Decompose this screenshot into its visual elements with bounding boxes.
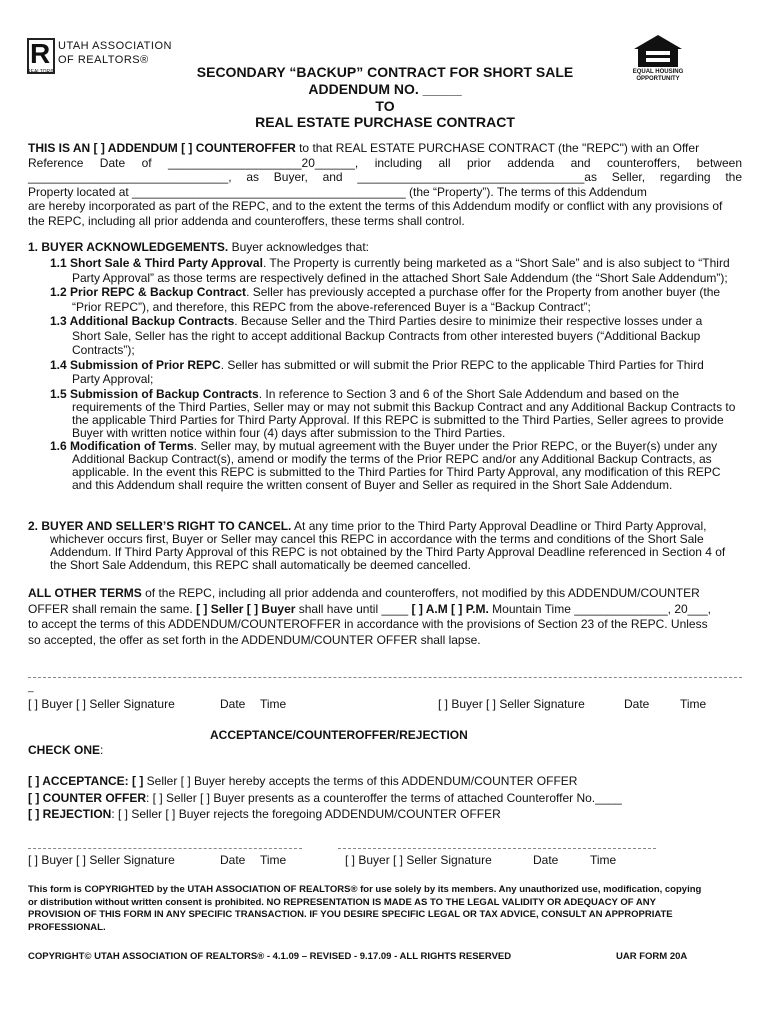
item-1-5-title: 1.5 Submission of Backup Contracts: [50, 386, 259, 401]
item-1-3-title: 1.3 Additional Backup Contracts: [50, 314, 235, 328]
seller-buyer-checkboxes[interactable]: [ ] Seller [ ] Buyer: [196, 601, 296, 616]
other-terms-paragraph: [28, 586, 742, 648]
signature-line-left[interactable]: [28, 848, 302, 849]
item-1-4-text2: Party Approval;: [72, 372, 154, 386]
intro-addendum-checkboxes[interactable]: THIS IS AN [ ] ADDENDUM [ ] COUNTEROFFER: [28, 141, 296, 155]
section-2-title: 2. BUYER AND SELLER’S RIGHT TO CANCEL.: [28, 519, 292, 533]
item-1-6-text2: Additional Backup Contract(s), amend or modify the terms of the Prior REPC and/or any Additional Backup Contracts, as: [72, 452, 712, 466]
section-2-text1: At any time prior to the Third Party Approval Deadline or Third Party Approval,: [291, 519, 707, 533]
section-2: [28, 520, 742, 572]
item-1-5-text: . In reference to Section 3 and 6 of the Short Sale Addendum and based on the: [258, 386, 680, 401]
logo-text-line1: UTAH ASSOCIATION: [58, 40, 172, 52]
item-1-1-text: . The Property is currently being marketed as a “Short Sale” and is also subject to “Third: [262, 256, 730, 270]
sig2-date: Date: [220, 853, 246, 867]
sig2-time2: Time: [590, 853, 617, 867]
logo-registered-mark: REALTOR®: [27, 69, 54, 75]
section-1-title: 1. BUYER ACKNOWLEDGEMENTS.: [28, 240, 229, 254]
counteroffer-option[interactable]: [28, 791, 622, 805]
section-2-text3: Addendum. If Third Party Approval of this REPC is not obtained by the Third Party Approval Deadline referenced in Section 4 of: [50, 545, 726, 559]
signature-line-right[interactable]: [338, 848, 656, 849]
title-line1: SECONDARY “BACKUP” CONTRACT FOR SHORT SALE: [196, 64, 574, 80]
item-1-6-text4: and this Addendum shall require the written consent of Buyer and Seller as required in the Short Sale Addendum.: [72, 478, 673, 492]
other-terms-bold: ALL OTHER TERMS: [28, 586, 142, 600]
other-terms-text1: of the REPC, including all prior addenda and counteroffers, not modified by this ADDENDUM/COUNTER: [141, 586, 700, 600]
item-1-2-text2: “Prior REPC”), and therefore, this REPC from the above-referenced Buyer is a “Backup Contract”;: [72, 299, 591, 314]
intro-line5: are hereby incorporated as part of the REPC, and to the extent the terms of this Addendum modify or conflict with any provisions of: [28, 199, 723, 213]
section-2-text2: whichever occurs first, Buyer or Seller may cancel this REPC in accordance with the terms and conditions of the Short Sale: [50, 532, 704, 546]
item-1-4-text: . Seller has submitted or will submit the Prior REPC to the applicable Third Parties for Third: [220, 357, 704, 372]
intro-text: to that REAL ESTATE PURCHASE CONTRACT (the "REPC") with an Offer: [295, 141, 700, 155]
am-pm-checkboxes[interactable]: [ ] A.M [ ] P.M.: [411, 601, 489, 616]
eho-line1: EQUAL HOUSING: [632, 69, 684, 75]
item-1-6-text3: applicable. In the event this REPC is submitted to the Third Parties for Third Party Approval, any modification of this REPC: [72, 465, 721, 479]
copyright-footer: COPYRIGHT© UTAH ASSOCIATION OF REALTORS® - 4.1.09 – REVISED - 9.17.09 - ALL RIGHTS RESERVED: [28, 951, 512, 962]
copyright-line1: This form is COPYRIGHTED by the UTAH ASSOCIATION OF REALTORS® for use solely by its members. Any unauthorized use, modification, copying: [28, 884, 702, 895]
sig1-left-text: [ ] Buyer [ ] Seller Signature: [28, 697, 175, 711]
item-1-6-text: . Seller may, by mutual agreement with the Buyer under the Prior REPC, or the Buyer(s) under any: [193, 439, 718, 453]
section-1-intro: Buyer acknowledges that:: [228, 240, 369, 254]
intro-line3: ______________________________, as Buyer, and __________________________________as Seller, regarding the: [28, 170, 742, 184]
acceptance-option[interactable]: [28, 774, 577, 788]
item-1-1-text2: Party Approval” as those terms are respectively defined in the attached Short Sale Addendum (the “Short Sale Addendum”);: [72, 270, 728, 285]
signature-line-full[interactable]: [28, 677, 742, 678]
check-one-text: CHECK ONE: [28, 743, 101, 757]
sig2-date2: Date: [533, 853, 559, 867]
eho-line2: OPPORTUNITY: [636, 76, 680, 82]
check-one-colon: :: [100, 743, 104, 757]
sig1-left-label: [28, 697, 175, 711]
deadline-date-field[interactable]: Mountain Time ______________, 20___,: [488, 601, 712, 616]
section-2-text4: the Short Sale Addendum, this REPC shall automatically be deemed cancelled.: [50, 558, 471, 572]
deadline-hour-field[interactable]: shall have until ____: [295, 601, 412, 616]
item-1-2-text: . Seller has previously accepted a purchase offer for the Property from another buyer (the: [246, 285, 721, 299]
section-1-heading: [28, 240, 742, 255]
item-1-3-text2: Short Sale, Seller has the right to accept additional Backup Contracts from other interested buyers (“Additional Backup: [72, 328, 701, 343]
rejection-text: : [ ] Seller [ ] Buyer rejects the foregoing ADDENDUM/COUNTER OFFER: [111, 807, 501, 821]
acceptance-checkbox[interactable]: [ ] ACCEPTANCE: [ ]: [28, 774, 144, 788]
item-1-3-text: . Because Seller and the Third Parties desire to minimize their respective losses under a: [234, 314, 703, 328]
counteroffer-text: : [ ] Seller [ ] Buyer presents as a counteroffer the terms of attached Counteroffer No.____: [146, 791, 622, 805]
title-line2: ADDENDUM NO. _____: [308, 81, 462, 97]
copyright-line3: PROVISION OF THIS FORM IN ANY SPECIFIC TRANSACTION. IF YOU DESIRE SPECIFIC LEGAL OR TAX ADVICE, CONSULT AN APPROPRIATE: [28, 909, 673, 920]
intro-paragraph: [28, 141, 742, 228]
copyright-notice: [28, 884, 742, 934]
acceptance-heading: ACCEPTANCE/COUNTEROFFER/REJECTION: [210, 728, 468, 742]
check-one-label: [28, 743, 103, 757]
item-1-1-title: 1.1 Short Sale & Third Party Approval: [50, 256, 263, 270]
sig1-date: Date: [220, 697, 246, 711]
copyright-line4: PROFESSIONAL.: [28, 921, 106, 933]
rejection-checkbox[interactable]: [ ] REJECTION: [28, 807, 112, 821]
item-1-5-text3: the applicable Third Parties for Third Party Approval. If this REPC is submitted to the Third Parties, Seller agrees to provide: [72, 413, 724, 427]
item-1-4-title: 1.4 Submission of Prior REPC: [50, 357, 221, 372]
sig1-date2: Date: [624, 697, 650, 711]
sig2-time: Time: [260, 853, 287, 867]
logo-text-line2: OF REALTORS®: [58, 54, 149, 66]
sig1-time2: Time: [680, 697, 707, 711]
sig2-right-label: [ ] Buyer [ ] Seller Signature: [345, 853, 492, 867]
intro-line4: Property located at _________________________________________ (the “Property”). The terms of this Addendum: [28, 184, 647, 199]
other-terms-text2: OFFER shall remain the same.: [28, 601, 197, 616]
intro-line6: the REPC, including all prior addenda and counteroffers, these terms shall control.: [28, 213, 465, 228]
form-number: UAR FORM 20A: [616, 951, 688, 962]
section-1-items: [50, 256, 742, 492]
acceptance-text: Seller [ ] Buyer hereby accepts the terms of this ADDENDUM/COUNTER OFFER: [143, 774, 578, 788]
counteroffer-checkbox[interactable]: [ ] COUNTER OFFER: [28, 791, 146, 805]
title-line3: TO: [375, 98, 395, 114]
item-1-3-text3: Contracts”);: [72, 343, 135, 357]
rejection-option[interactable]: [28, 807, 501, 821]
sig1-right-label: [ ] Buyer [ ] Seller Signature: [438, 697, 585, 711]
title-line4: REAL ESTATE PURCHASE CONTRACT: [255, 114, 515, 130]
other-terms-text3: to accept the terms of this ADDENDUM/COUNTEROFFER in accordance with the provisions of Section 23 of the REPC. Unless: [28, 617, 708, 631]
sig2-left-label: [ ] Buyer [ ] Seller Signature: [28, 853, 175, 867]
copyright-line2: or distribution without written consent is prohibited. NO REPRESENTATION IS MADE AS TO THE LEGAL VALIDITY OR ADEQUACY OF ANY: [28, 896, 656, 908]
sig1-time: Time: [260, 697, 287, 711]
item-1-2-title: 1.2 Prior REPC & Backup Contract: [50, 285, 247, 299]
item-1-6-title: 1.6 Modification of Terms: [50, 439, 194, 453]
item-1-5-text2: requirements of the Third Parties, Seller may or may not submit this Backup Contract and any Additional Backup Contracts to: [72, 400, 736, 414]
item-1-5-text4: Buyer with written notice within four (4) days after submission to the Third Parties.: [72, 426, 506, 440]
intro-line2: Reference Date of ____________________20______, including all prior addenda and counteroffers, between: [28, 155, 742, 170]
signature-underscore: _: [28, 682, 34, 693]
realtor-logo-letter: R: [30, 38, 51, 69]
other-terms-text4: so accepted, the offer as set forth in the ADDENDUM/COUNTER OFFER shall lapse.: [28, 632, 481, 647]
